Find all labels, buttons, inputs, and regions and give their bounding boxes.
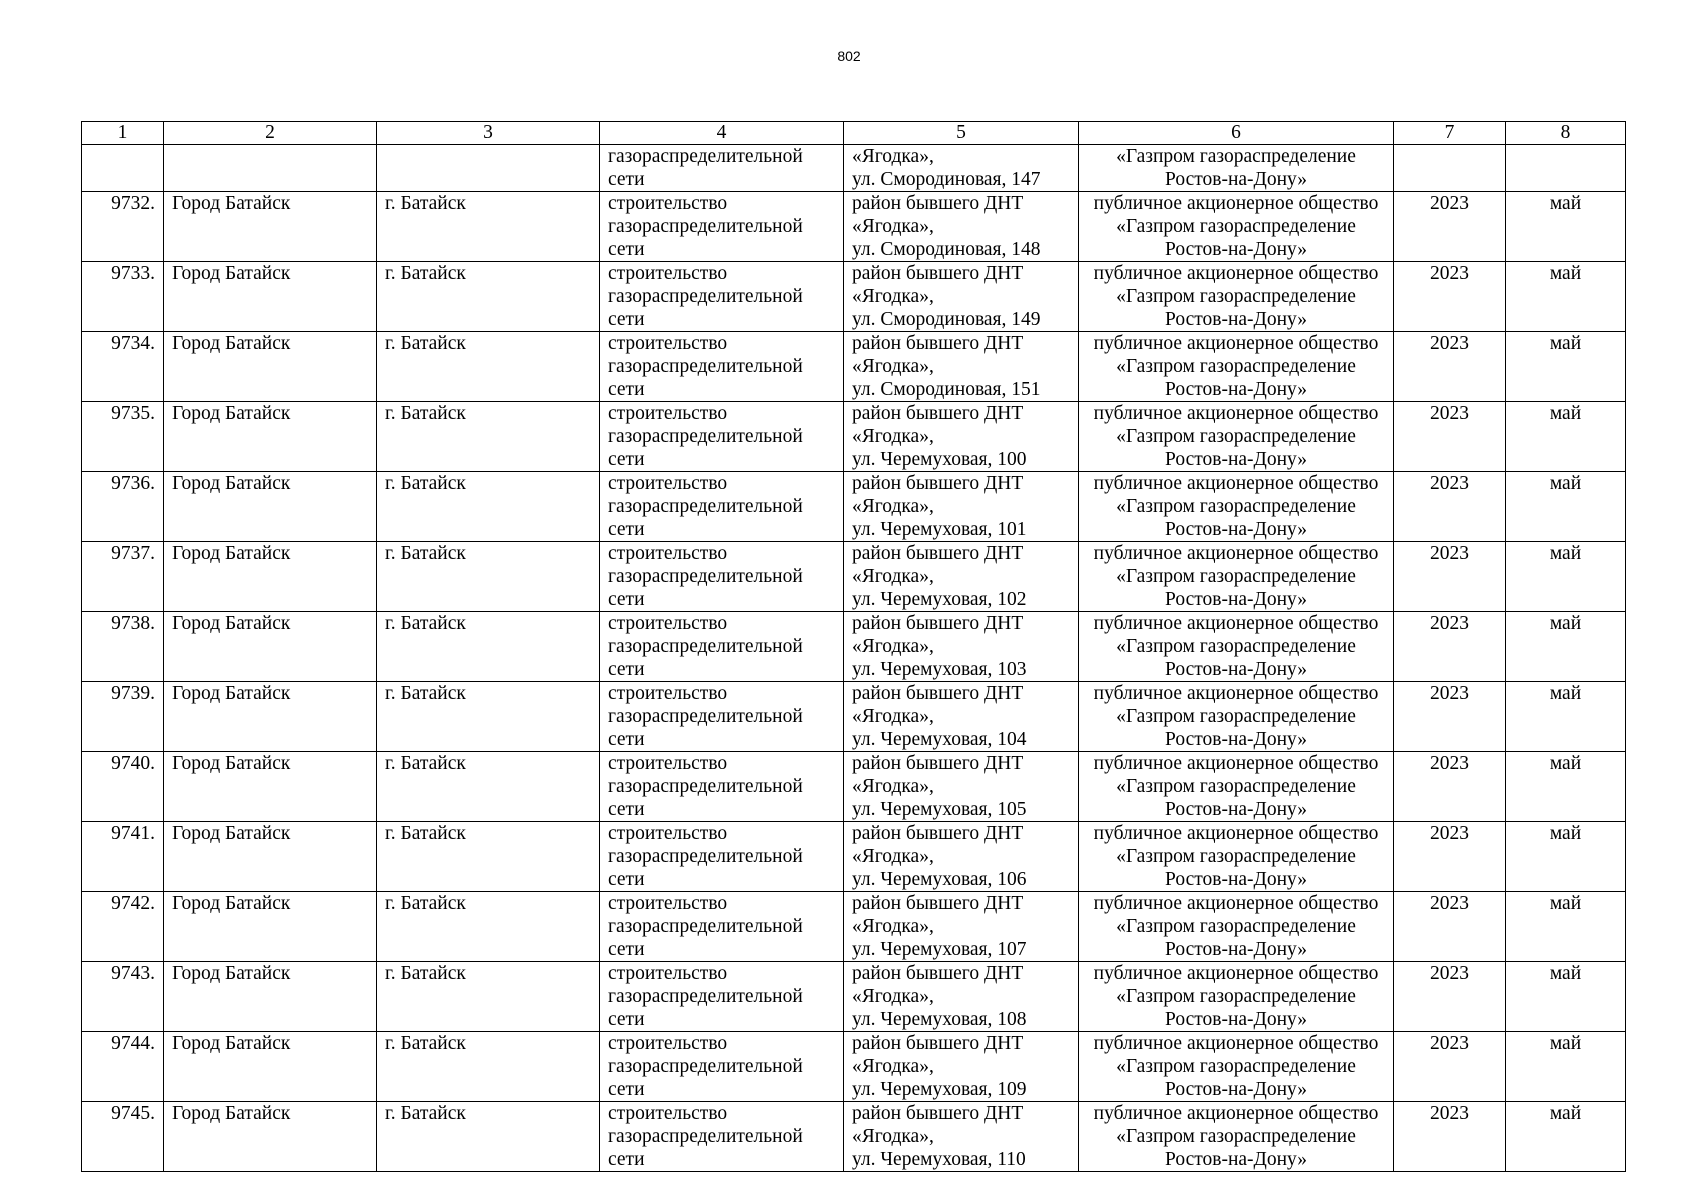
year-cell: 2023 — [1394, 1032, 1506, 1102]
year-cell — [1394, 145, 1506, 192]
year-cell: 2023 — [1394, 472, 1506, 542]
settlement-cell: г. Батайск — [377, 962, 600, 1032]
municipality-cell: Город Батайск — [164, 892, 377, 962]
municipality-cell: Город Батайск — [164, 1102, 377, 1172]
address-cell: район бывшего ДНТ «Ягодка», ул. Черемуховая, 102 — [844, 542, 1079, 612]
address-cell: район бывшего ДНТ «Ягодка», ул. Черемуховая, 106 — [844, 822, 1079, 892]
municipality-cell: Город Батайск — [164, 822, 377, 892]
settlement-cell: г. Батайск — [377, 192, 600, 262]
address-cell: район бывшего ДНТ «Ягодка», ул. Смородиновая, 148 — [844, 192, 1079, 262]
month-cell: май — [1506, 542, 1626, 612]
address-cell: район бывшего ДНТ «Ягодка», ул. Черемуховая, 109 — [844, 1032, 1079, 1102]
column-header-8: 8 — [1506, 122, 1626, 145]
settlement-cell: г. Батайск — [377, 542, 600, 612]
year-cell: 2023 — [1394, 822, 1506, 892]
organization-cell: публичное акционерное общество «Газпром газораспределение Ростов-на-Дону» — [1079, 1032, 1394, 1102]
organization-cell: публичное акционерное общество «Газпром газораспределение Ростов-на-Дону» — [1079, 682, 1394, 752]
work-type-cell: строительство газораспределительной сети — [600, 752, 844, 822]
settlement-cell: г. Батайск — [377, 752, 600, 822]
year-cell: 2023 — [1394, 542, 1506, 612]
address-cell: район бывшего ДНТ «Ягодка», ул. Черемуховая, 104 — [844, 682, 1079, 752]
organization-cell: публичное акционерное общество «Газпром газораспределение Ростов-на-Дону» — [1079, 962, 1394, 1032]
work-type-cell: строительство газораспределительной сети — [600, 332, 844, 402]
municipality-cell: Город Батайск — [164, 262, 377, 332]
address-cell: район бывшего ДНТ «Ягодка», ул. Черемуховая, 100 — [844, 402, 1079, 472]
month-cell: май — [1506, 612, 1626, 682]
row-number-cell: 9733. — [82, 262, 164, 332]
address-cell: район бывшего ДНТ «Ягодка», ул. Черемуховая, 105 — [844, 752, 1079, 822]
address-cell: район бывшего ДНТ «Ягодка», ул. Черемуховая, 101 — [844, 472, 1079, 542]
organization-cell: публичное акционерное общество «Газпром газораспределение Ростов-на-Дону» — [1079, 262, 1394, 332]
work-type-cell: строительство газораспределительной сети — [600, 402, 844, 472]
row-number-cell: 9740. — [82, 752, 164, 822]
row-number-cell: 9744. — [82, 1032, 164, 1102]
table-row — [82, 752, 1626, 822]
month-cell: май — [1506, 192, 1626, 262]
column-header-7: 7 — [1394, 122, 1506, 145]
month-cell: май — [1506, 472, 1626, 542]
organization-cell: публичное акционерное общество «Газпром газораспределение Ростов-на-Дону» — [1079, 892, 1394, 962]
year-cell: 2023 — [1394, 332, 1506, 402]
work-type-cell: строительство газораспределительной сети — [600, 612, 844, 682]
work-type-cell: строительство газораспределительной сети — [600, 682, 844, 752]
table-row — [82, 332, 1626, 402]
page-number: 802 — [837, 48, 861, 64]
gas-network-table — [81, 121, 1626, 1172]
municipality-cell: Город Батайск — [164, 962, 377, 1032]
row-number-cell: 9736. — [82, 472, 164, 542]
month-cell: май — [1506, 332, 1626, 402]
municipality-cell: Город Батайск — [164, 1032, 377, 1102]
month-cell: май — [1506, 1102, 1626, 1172]
table-row — [82, 472, 1626, 542]
column-header-6: 6 — [1079, 122, 1394, 145]
table-row — [82, 262, 1626, 332]
organization-cell: публичное акционерное общество «Газпром газораспределение Ростов-на-Дону» — [1079, 192, 1394, 262]
settlement-cell: г. Батайск — [377, 332, 600, 402]
row-number-cell: 9732. — [82, 192, 164, 262]
organization-cell: публичное акционерное общество «Газпром газораспределение Ростов-на-Дону» — [1079, 332, 1394, 402]
settlement-cell — [377, 145, 600, 192]
month-cell: май — [1506, 682, 1626, 752]
table-row — [82, 192, 1626, 262]
settlement-cell: г. Батайск — [377, 402, 600, 472]
municipality-cell: Город Батайск — [164, 542, 377, 612]
municipality-cell: Город Батайск — [164, 472, 377, 542]
municipality-cell: Город Батайск — [164, 402, 377, 472]
settlement-cell: г. Батайск — [377, 262, 600, 332]
address-cell: «Ягодка», ул. Смородиновая, 147 — [844, 145, 1079, 192]
table-row — [82, 542, 1626, 612]
year-cell: 2023 — [1394, 402, 1506, 472]
work-type-cell: газораспределительной сети — [600, 145, 844, 192]
month-cell: май — [1506, 752, 1626, 822]
table-row — [82, 612, 1626, 682]
table-row — [82, 1032, 1626, 1102]
organization-cell: публичное акционерное общество «Газпром газораспределение Ростов-на-Дону» — [1079, 402, 1394, 472]
table-row — [82, 402, 1626, 472]
row-number-cell: 9738. — [82, 612, 164, 682]
organization-cell: публичное акционерное общество «Газпром газораспределение Ростов-на-Дону» — [1079, 752, 1394, 822]
row-number-cell — [82, 145, 164, 192]
settlement-cell: г. Батайск — [377, 822, 600, 892]
municipality-cell: Город Батайск — [164, 682, 377, 752]
work-type-cell: строительство газораспределительной сети — [600, 542, 844, 612]
organization-cell: публичное акционерное общество «Газпром газораспределение Ростов-на-Дону» — [1079, 542, 1394, 612]
row-number-cell: 9735. — [82, 402, 164, 472]
column-header-1: 1 — [82, 122, 164, 145]
organization-cell: «Газпром газораспределение Ростов-на-Дону» — [1079, 145, 1394, 192]
settlement-cell: г. Батайск — [377, 1102, 600, 1172]
continuation-row — [82, 145, 1626, 192]
settlement-cell: г. Батайск — [377, 892, 600, 962]
row-number-cell: 9739. — [82, 682, 164, 752]
table-row — [82, 892, 1626, 962]
row-number-cell: 9742. — [82, 892, 164, 962]
work-type-cell: строительство газораспределительной сети — [600, 962, 844, 1032]
month-cell: май — [1506, 402, 1626, 472]
address-cell: район бывшего ДНТ «Ягодка», ул. Черемуховая, 103 — [844, 612, 1079, 682]
organization-cell: публичное акционерное общество «Газпром газораспределение Ростов-на-Дону» — [1079, 472, 1394, 542]
work-type-cell: строительство газораспределительной сети — [600, 262, 844, 332]
row-number-cell: 9734. — [82, 332, 164, 402]
work-type-cell: строительство газораспределительной сети — [600, 1032, 844, 1102]
column-header-3: 3 — [377, 122, 600, 145]
year-cell: 2023 — [1394, 962, 1506, 1032]
column-header-2: 2 — [164, 122, 377, 145]
year-cell: 2023 — [1394, 192, 1506, 262]
municipality-cell: Город Батайск — [164, 612, 377, 682]
organization-cell: публичное акционерное общество «Газпром газораспределение Ростов-на-Дону» — [1079, 612, 1394, 682]
work-type-cell: строительство газораспределительной сети — [600, 472, 844, 542]
year-cell: 2023 — [1394, 262, 1506, 332]
organization-cell: публичное акционерное общество «Газпром газораспределение Ростов-на-Дону» — [1079, 1102, 1394, 1172]
table-row — [82, 962, 1626, 1032]
month-cell: май — [1506, 962, 1626, 1032]
column-header-4: 4 — [600, 122, 844, 145]
table-row — [82, 1102, 1626, 1172]
settlement-cell: г. Батайск — [377, 472, 600, 542]
settlement-cell: г. Батайск — [377, 1032, 600, 1102]
row-number-cell: 9745. — [82, 1102, 164, 1172]
year-cell: 2023 — [1394, 892, 1506, 962]
year-cell: 2023 — [1394, 612, 1506, 682]
year-cell: 2023 — [1394, 682, 1506, 752]
address-cell: район бывшего ДНТ «Ягодка», ул. Черемуховая, 108 — [844, 962, 1079, 1032]
address-cell: район бывшего ДНТ «Ягодка», ул. Смородиновая, 151 — [844, 332, 1079, 402]
settlement-cell: г. Батайск — [377, 682, 600, 752]
municipality-cell: Город Батайск — [164, 192, 377, 262]
month-cell: май — [1506, 822, 1626, 892]
work-type-cell: строительство газораспределительной сети — [600, 1102, 844, 1172]
column-header-5: 5 — [844, 122, 1079, 145]
municipality-cell — [164, 145, 377, 192]
work-type-cell: строительство газораспределительной сети — [600, 822, 844, 892]
address-cell: район бывшего ДНТ «Ягодка», ул. Черемуховая, 107 — [844, 892, 1079, 962]
year-cell: 2023 — [1394, 752, 1506, 822]
month-cell: май — [1506, 262, 1626, 332]
work-type-cell: строительство газораспределительной сети — [600, 892, 844, 962]
month-cell: май — [1506, 892, 1626, 962]
table-row — [82, 822, 1626, 892]
column-number-header-row — [82, 122, 1626, 145]
municipality-cell: Город Батайск — [164, 332, 377, 402]
row-number-cell: 9737. — [82, 542, 164, 612]
month-cell: май — [1506, 1032, 1626, 1102]
address-cell: район бывшего ДНТ «Ягодка», ул. Черемуховая, 110 — [844, 1102, 1079, 1172]
month-cell — [1506, 145, 1626, 192]
municipality-cell: Город Батайск — [164, 752, 377, 822]
year-cell: 2023 — [1394, 1102, 1506, 1172]
organization-cell: публичное акционерное общество «Газпром газораспределение Ростов-на-Дону» — [1079, 822, 1394, 892]
row-number-cell: 9741. — [82, 822, 164, 892]
address-cell: район бывшего ДНТ «Ягодка», ул. Смородиновая, 149 — [844, 262, 1079, 332]
row-number-cell: 9743. — [82, 962, 164, 1032]
table-row — [82, 682, 1626, 752]
work-type-cell: строительство газораспределительной сети — [600, 192, 844, 262]
settlement-cell: г. Батайск — [377, 612, 600, 682]
